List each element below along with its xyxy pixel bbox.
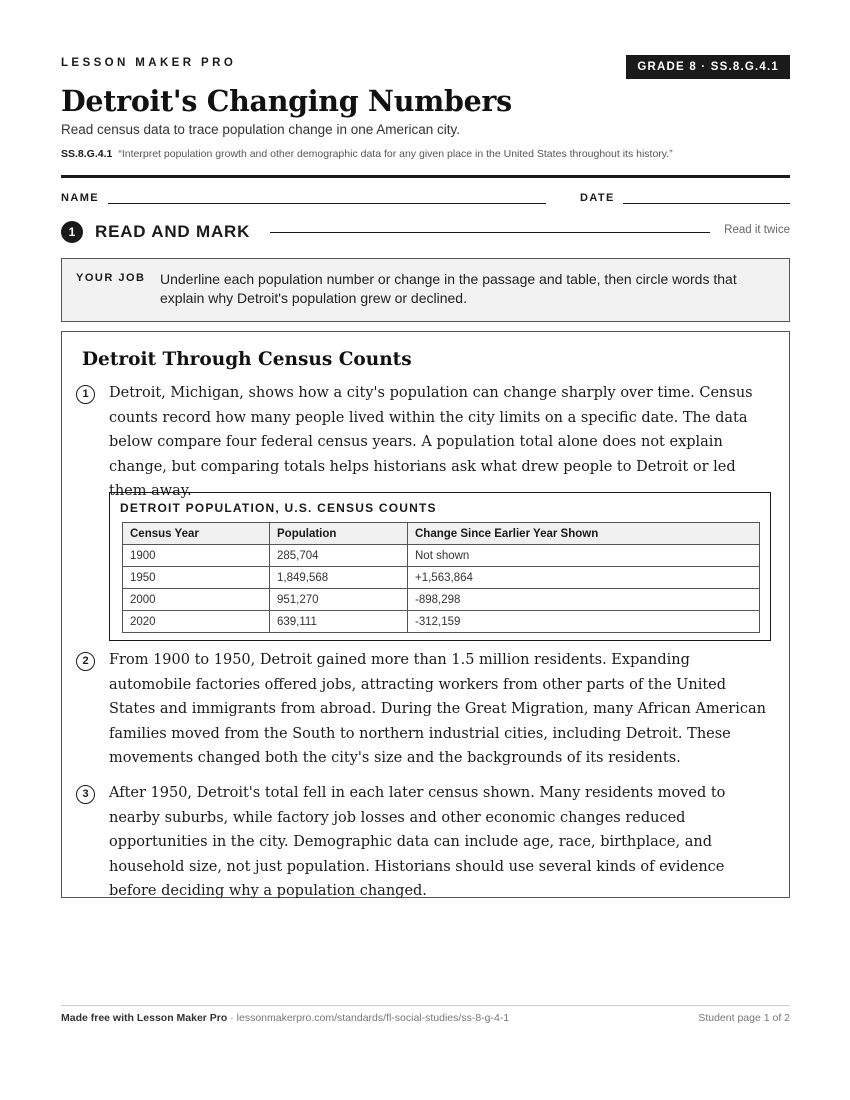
- paragraph-1: Detroit, Michigan, shows how a city's population can change sharply over time. Census counts record how many people lived within the city limits on a specific date. The data below compare four federal census years. A population total alone does not explain change, but comparing totals helps historians ask what drew people to Detroit or led them away.: [109, 385, 753, 499]
- standard-code: SS.8.G.4.1: [61, 148, 113, 160]
- job-text: Underline each population number or change in the passage and table, then circle words that explain why Detroit's population grew or declined.: [160, 271, 737, 306]
- census-table-box: [109, 492, 771, 641]
- page-title: Detroit's Changing Numbers: [61, 84, 512, 118]
- footer-divider: [61, 1005, 790, 1006]
- date-field[interactable]: [623, 203, 790, 204]
- census-year-cell: 2000: [123, 589, 270, 611]
- job-label: YOUR JOB: [76, 272, 146, 284]
- column-header: Census Year: [123, 523, 270, 545]
- name-field[interactable]: [108, 203, 546, 204]
- paragraph-2: From 1900 to 1950, Detroit gained more than 1.5 million residents. Expanding automobile factories offered jobs, attracting workers from other parts of the United States and immigrants from abroad. During the Great Migration, many African American families moved from the South to northern industrial cities, including Detroit. These movements changed both the city's size and the backgrounds of its residents.: [109, 652, 766, 766]
- population-cell: 1,849,568: [270, 567, 408, 589]
- step-title: READ AND MARK: [95, 222, 251, 241]
- job-instructions-box: [61, 258, 790, 322]
- paragraph-number: 3: [76, 785, 95, 804]
- population-cell: 951,270: [270, 589, 408, 611]
- paragraph-number: 2: [76, 652, 95, 671]
- step-hint: Read it twice: [724, 224, 790, 236]
- table-row: [123, 589, 760, 611]
- step-divider: [270, 232, 710, 233]
- change-cell: -898,298: [408, 589, 760, 611]
- population-cell: 639,111: [270, 611, 408, 633]
- census-year-cell: 1950: [123, 567, 270, 589]
- census-year-cell: 2020: [123, 611, 270, 633]
- population-cell: 285,704: [270, 545, 408, 567]
- footer-url[interactable]: · lessonmakerpro.com/standards/fl-social-studies/ss-8-g-4-1: [227, 1012, 510, 1024]
- table-header-row: [123, 523, 760, 545]
- page-subtitle: Read census data to trace population change in one American city.: [61, 122, 461, 137]
- grade-badge: GRADE 8 · SS.8.G.4.1: [626, 55, 790, 79]
- table-caption: DETROIT POPULATION, U.S. CENSUS COUNTS: [120, 501, 437, 515]
- table-row: [123, 567, 760, 589]
- change-cell: -312,159: [408, 611, 760, 633]
- census-year-cell: 1900: [123, 545, 270, 567]
- change-cell: +1,563,864: [408, 567, 760, 589]
- standard-line: [61, 148, 801, 160]
- paragraph-number: 1: [76, 385, 95, 404]
- passage-title: Detroit Through Census Counts: [82, 349, 412, 370]
- column-header: Change Since Earlier Year Shown: [408, 523, 760, 545]
- page-indicator: Student page 1 of 2: [698, 1012, 790, 1024]
- change-cell: Not shown: [408, 545, 760, 567]
- header-divider: [61, 175, 790, 178]
- footer-credit: [61, 1012, 509, 1024]
- paragraph-3: After 1950, Detroit's total fell in each later census shown. Many residents moved to nearby suburbs, while factory job losses and other economic changes reduced opportunities in the city. Demographic data can include age, race, birthplace, and household size, not just population. Historians should use several kinds of evidence before deciding why a population changed.: [109, 785, 726, 899]
- column-header: Population: [270, 523, 408, 545]
- table-row: [123, 545, 760, 567]
- table-row: [123, 611, 760, 633]
- brand-name: LESSON MAKER PRO: [61, 57, 237, 69]
- census-table: [122, 522, 760, 633]
- passage-box: [61, 331, 790, 898]
- step-number-badge: 1: [61, 221, 83, 243]
- name-label: NAME: [61, 192, 99, 204]
- date-label: DATE: [580, 192, 615, 204]
- footer-made-with: Made free with Lesson Maker Pro: [61, 1012, 228, 1024]
- standard-text: “Interpret population growth and other demographic data for any given place in the United States throughout its history.”: [118, 148, 673, 160]
